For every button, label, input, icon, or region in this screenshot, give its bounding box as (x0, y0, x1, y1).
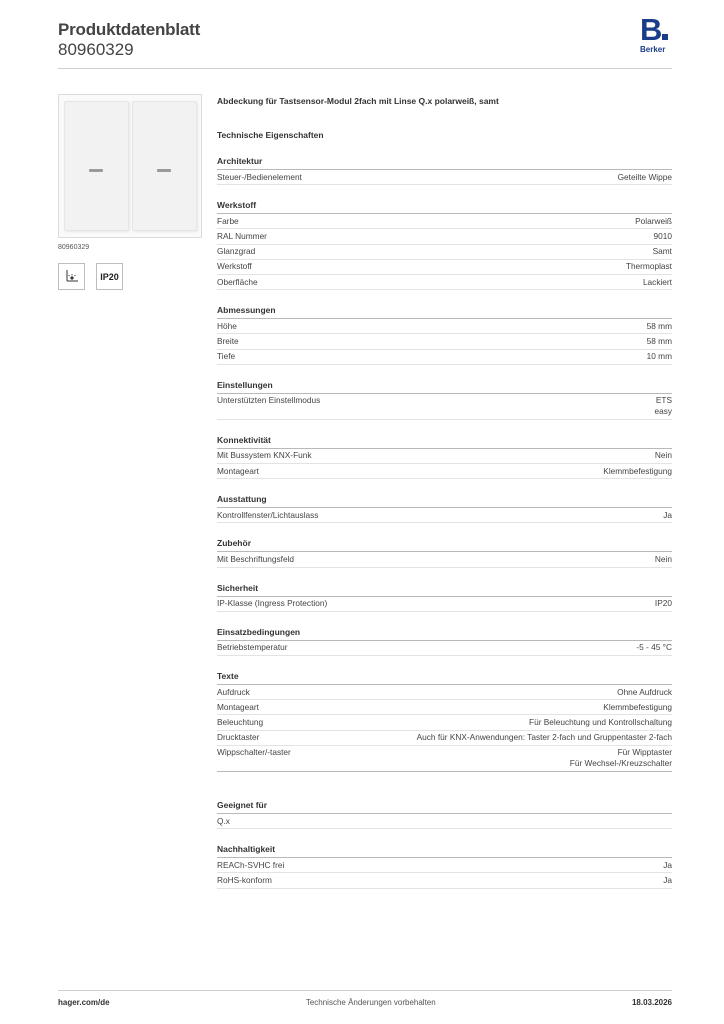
product-description: Abdeckung für Tastsensor-Modul 2fach mit Linse Q.x polarweiß, samt (217, 96, 499, 106)
spec-row (217, 731, 672, 746)
spec-value-line: Geteilte Wippe (617, 171, 672, 182)
spec-group (217, 538, 672, 567)
spec-row (217, 214, 672, 229)
spec-group-title: Zubehör (217, 538, 672, 552)
spec-row (217, 260, 672, 275)
spec-group-title: Sicherheit (217, 583, 672, 597)
spec-value (654, 231, 672, 242)
spec-group-title: Werkstoff (217, 200, 672, 214)
spec-row (217, 350, 672, 365)
spec-value (603, 466, 672, 477)
spec-value-line: ETS (655, 395, 672, 406)
spec-row (217, 319, 672, 334)
spec-row (217, 552, 672, 567)
spec-label: Mit Bussystem KNX-Funk (217, 450, 312, 461)
spec-row (217, 685, 672, 700)
footer-divider (58, 990, 672, 991)
spec-row (217, 449, 672, 464)
spec-value-line: Ja (663, 859, 672, 870)
spec-label: Aufdruck (217, 686, 250, 697)
spec-value (617, 687, 672, 698)
spec-value (618, 172, 672, 183)
spec-value (529, 717, 672, 728)
spec-value-line: IP20 (654, 598, 672, 609)
spec-group (217, 156, 672, 185)
header-divider (58, 68, 672, 69)
spec-value (655, 554, 672, 565)
spec-row (217, 814, 672, 829)
spec-content (217, 96, 672, 889)
spec-row (217, 715, 672, 730)
rocker-right (132, 101, 197, 231)
spec-row (217, 746, 672, 772)
spec-group-title: Abmessungen (217, 305, 672, 319)
spec-label: Beleuchtung (217, 716, 264, 727)
spec-row (217, 229, 672, 244)
spec-group (217, 800, 672, 829)
footer-date: 18.03.2026 (631, 998, 672, 1007)
spec-value-line: Nein (654, 450, 672, 461)
footer-notice: Technische Änderungen vorbehalten (305, 998, 436, 1007)
spec-group (217, 494, 672, 523)
spec-group-title: Nachhaltigkeit (217, 844, 672, 858)
spec-label: Breite (217, 335, 239, 346)
spec-row (217, 597, 672, 612)
spec-label: Steuer-/Bedienelement (217, 171, 302, 182)
spec-row (217, 873, 672, 888)
spec-value (643, 277, 672, 288)
spec-groups (217, 156, 672, 889)
spec-label: Tiefe (217, 351, 236, 362)
spec-value-line: Thermoplast (625, 261, 672, 272)
spec-value (655, 450, 672, 461)
ip-rating-badge: IP20 (96, 263, 123, 290)
spec-group (217, 583, 672, 612)
spec-row (217, 641, 672, 656)
spec-label: Mit Beschriftungsfeld (217, 554, 295, 565)
spec-row (217, 275, 672, 290)
spec-label: Montageart (217, 701, 259, 712)
spec-value-line: 58 mm (646, 320, 672, 331)
light-outlet-icon (58, 263, 85, 290)
spec-row (217, 394, 672, 420)
spec-value-line: 58 mm (646, 335, 672, 346)
spec-value-line: Klemmbefestigung (603, 701, 672, 712)
spec-label: Höhe (217, 320, 237, 331)
berker-logo (640, 12, 674, 54)
product-image (58, 94, 202, 238)
spec-value-line: 10 mm (646, 351, 672, 362)
spec-group-title: Konnektivität (217, 435, 672, 449)
spec-value-line: Auch für KNX-Anwendungen: Taster 2-fach und Gruppentaster 2-fach (416, 732, 672, 743)
spec-label: IP-Klasse (Ingress Protection) (217, 598, 328, 609)
spec-label: Betriebstemperatur (217, 642, 288, 653)
footer-website[interactable]: hager.com/de (58, 998, 110, 1007)
spec-group (217, 305, 672, 365)
spec-row (217, 334, 672, 349)
spec-label: RAL Nummer (217, 230, 267, 241)
spec-value-line: Samt (652, 246, 672, 257)
spec-group-title: Texte (217, 671, 672, 685)
rocker-left (64, 101, 129, 231)
spec-row (217, 508, 672, 523)
spec-row (217, 700, 672, 715)
spec-value (663, 510, 672, 521)
spec-value-line: Nein (654, 554, 672, 565)
document-title: Produktdatenblatt (58, 20, 201, 39)
spec-value-line: Ja (663, 509, 672, 520)
spec-row (217, 170, 672, 185)
lens-left (89, 169, 103, 172)
spec-group (217, 380, 672, 420)
spec-label: Oberfläche (217, 276, 258, 287)
spec-group (217, 435, 672, 479)
spec-value (655, 598, 672, 609)
spec-value-line: Lackiert (642, 276, 672, 287)
article-number: 80960329 (58, 40, 134, 59)
spec-label: REACh-SVHC frei (217, 859, 285, 870)
spec-value-line: -5 - 45 °C (636, 642, 672, 653)
spec-value-line: Für Wechsel-/Kreuzschalter (569, 758, 672, 769)
spec-value (663, 860, 672, 871)
spec-value-line: Klemmbefestigung (603, 465, 672, 476)
spec-label: Drucktaster (217, 732, 260, 743)
spec-value (647, 351, 672, 362)
spec-value (653, 246, 672, 257)
spec-value (663, 875, 672, 886)
spec-group-title: Einstellungen (217, 380, 672, 394)
spec-value-line: Für Wipptaster (617, 747, 672, 758)
spec-group-title: Geeignet für (217, 800, 672, 814)
tech-heading: Technische Eigenschaften (217, 130, 324, 140)
page-header (58, 20, 672, 70)
spec-value (654, 395, 672, 417)
spec-label: RoHS-konform (217, 874, 272, 885)
spec-value (603, 702, 672, 713)
spec-label: Montageart (217, 465, 259, 476)
spec-group (217, 200, 672, 290)
spec-group (217, 627, 672, 656)
spec-label: Kontrollfenster/Lichtauslass (217, 509, 319, 520)
logo-brand: Berker (640, 45, 666, 54)
spec-value (635, 216, 672, 227)
spec-group (217, 671, 672, 772)
image-article-number: 80960329 (58, 244, 90, 251)
spec-row (217, 858, 672, 873)
page-footer (58, 998, 672, 1007)
spec-label: Q.x (217, 815, 230, 826)
spec-group-title: Architektur (217, 156, 672, 170)
spec-value-line: 9010 (653, 230, 672, 241)
spec-value-line: Für Beleuchtung und Kontrollschaltung (529, 716, 672, 727)
spec-group (217, 844, 672, 888)
spec-value (417, 732, 672, 743)
spec-row (217, 464, 672, 479)
spec-label: Unterstützten Einstellmodus (217, 395, 321, 406)
spec-group-title: Ausstattung (217, 494, 672, 508)
spec-label: Werkstoff (217, 261, 252, 272)
spec-value-line: Ja (663, 874, 672, 885)
spec-label: Farbe (217, 215, 239, 226)
spec-value-line: Ohne Aufdruck (617, 686, 672, 697)
spec-value-line: easy (654, 406, 672, 417)
spec-value-line: Polarweiß (635, 215, 672, 226)
spec-value (647, 336, 672, 347)
spec-value (626, 261, 672, 272)
logo-letter: B (640, 16, 674, 44)
spec-label: Wippschalter/-taster (217, 747, 291, 758)
spec-value (636, 642, 672, 653)
spec-value (647, 321, 672, 332)
spec-group-title: Einsatzbedingungen (217, 627, 672, 641)
spec-label: Glanzgrad (217, 246, 256, 257)
spec-value (570, 747, 672, 769)
spec-row (217, 245, 672, 260)
lens-right (157, 169, 171, 172)
